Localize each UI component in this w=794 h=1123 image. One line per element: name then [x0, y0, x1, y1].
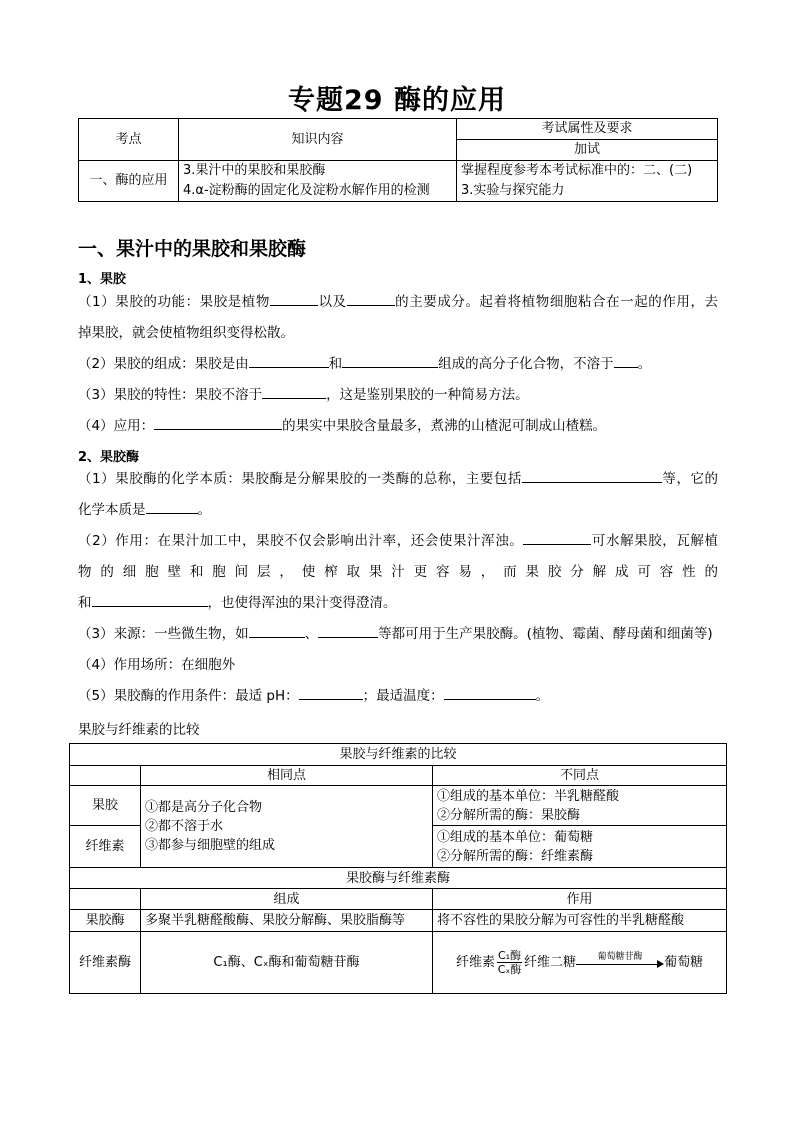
blank	[154, 415, 282, 430]
blank	[262, 384, 326, 399]
cell-pectinase-function: 将不容性的果胶分解为可容性的半乳糖醛酸	[433, 910, 727, 932]
cell-pectinase-composition: 多聚半乳糖醛酸酶、果胶分解酶、果胶脂酶等	[141, 910, 433, 932]
pectin-application-paragraph: （4）应用： 的果实中果胶含量最多，煮沸的山楂泥可制成山楂糕。	[78, 411, 718, 442]
pectin-composition-paragraph: （2）果胶的组成：果胶是由 和 组成的高分子化合物，不溶于 。	[78, 349, 718, 380]
comparison-table	[69, 743, 727, 994]
blank	[92, 592, 208, 607]
table-caption: 果胶与纤维素的比较	[78, 722, 200, 738]
exam-requirements-table	[78, 118, 718, 202]
blank	[444, 685, 536, 700]
section-heading: 一、果汁中的果胶和果胶酶	[78, 238, 307, 260]
row-label-cellulase: 纤维素酶	[70, 932, 141, 994]
pectinase-function-paragraph: （2）作用：在果汁加工中，果胶不仅会影响出汁率，还会使果汁浑浊。 可水解果胶，瓦解植 物的细胞壁和胞间层，使榨取果汁更容易，而果胶分解成可容性的 和 ，也使得浑浊的果汁变得澄清。	[78, 526, 718, 619]
requirement-item: 掌握程度参考本考试标准中的：二、(二)	[461, 163, 693, 178]
blank	[318, 623, 378, 638]
subsection-heading-pectin: 1、果胶	[78, 272, 127, 287]
cell-exam-point: 一、酶的应用	[79, 161, 179, 202]
pectinase-conditions-paragraph: （5）果胶酶的作用条件：最适 pH： ；最适温度： 。	[78, 681, 718, 712]
reaction-substrate: 纤维素	[455, 955, 495, 970]
reaction-arrow: 葡萄糖苷酶	[576, 952, 664, 974]
row-label-cellulose: 纤维素	[70, 826, 141, 868]
knowledge-item: 3.果汁中的果胶和果胶酶	[183, 163, 326, 178]
blank	[249, 623, 305, 638]
blank	[249, 353, 329, 368]
pectin-function-paragraph: （1）果胶的功能：果胶是植物 以及 的主要成分。起着将植物细胞粘合在一起的作用，去 掉果胶，就会使植物组织变得松散。	[78, 287, 718, 349]
blank	[342, 353, 438, 368]
blank	[299, 685, 363, 700]
cell-requirements	[457, 161, 718, 202]
requirement-item: 3.实验与探究能力	[461, 183, 565, 198]
pectinase-nature-paragraph: （1）果胶酶的化学本质：果胶酶是分解果胶的一类酶的总称，主要包括 等，它的 化学本质是 。	[78, 464, 718, 526]
row-label-pectin: 果胶	[70, 786, 141, 826]
header-function: 作用	[433, 889, 727, 910]
header-advanced-exam: 加试	[457, 140, 718, 161]
header-similarities: 相同点	[141, 766, 433, 786]
cell-similarities: ①都是高分子化合物 ②都不溶于水 ③都参与细胞壁的组成	[141, 786, 433, 868]
reaction-product: 葡萄糖	[664, 955, 704, 970]
cell-knowledge-content	[179, 161, 457, 202]
enzyme-fraction: $\frac{\text{C₁酶}}{\text{Cₓ酶}}$	[497, 949, 522, 976]
knowledge-item: 4.α-淀粉酶的固定化及淀粉水解作用的检测	[183, 183, 430, 198]
pectinase-source-paragraph: （3）来源：一些微生物，如 、 等都可用于生产果胶酶。(植物、霉菌、酵母菌和细菌等)	[78, 619, 738, 650]
header-differences: 不同点	[433, 766, 727, 786]
page-title: 专题29 酶的应用	[288, 85, 506, 116]
empty-cell	[70, 889, 141, 910]
cell-cellulase-composition: C₁酶、Cₓ酶和葡萄糖苷酶	[141, 932, 433, 994]
subsection-heading-pectinase: 2、果胶酶	[78, 450, 140, 465]
header-knowledge-content: 知识内容	[179, 119, 457, 161]
row-label-pectinase: 果胶酶	[70, 910, 141, 932]
cell-cellulase-reaction	[433, 932, 727, 994]
header-composition: 组成	[141, 889, 433, 910]
pectin-property-paragraph: （3）果胶的特性：果胶不溶于 ，这是鉴别果胶的一种简易方法。	[78, 380, 718, 411]
blank	[523, 530, 591, 545]
comparison-title-pectin-cellulose: 果胶与纤维素的比较	[70, 744, 727, 766]
blank	[522, 468, 662, 483]
blank	[347, 291, 395, 306]
reaction-intermediate: 纤维二糖	[524, 955, 577, 970]
blank	[270, 291, 318, 306]
comparison-title-enzymes: 果胶酶与纤维素酶	[70, 868, 727, 889]
header-exam-point: 考点	[79, 119, 179, 161]
blank	[146, 499, 198, 514]
cell-cellulose-differences: ①组成的基本单位：葡萄糖 ②分解所需的酶：纤维素酶	[433, 826, 727, 868]
blank	[614, 353, 638, 368]
header-exam-requirements: 考试属性及要求	[457, 119, 718, 140]
cell-pectin-differences: ①组成的基本单位：半乳糖醛酸 ②分解所需的酶：果胶酶	[433, 786, 727, 826]
empty-cell	[70, 766, 141, 786]
pectinase-site-paragraph: （4）作用场所：在细胞外	[78, 657, 236, 673]
